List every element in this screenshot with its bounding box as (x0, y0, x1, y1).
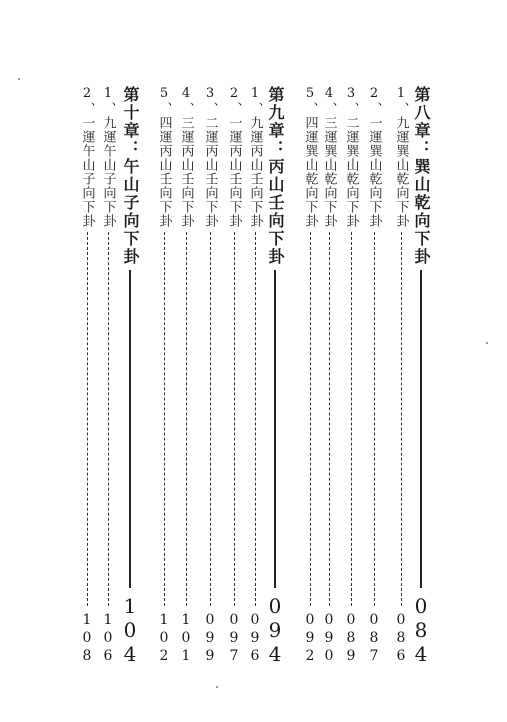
leader-line (351, 232, 352, 606)
entry-title: 2、一運丙山壬向下卦 (226, 86, 242, 228)
page-number: 087 (366, 612, 382, 666)
page-number: 084 (409, 594, 433, 666)
toc-entry-9-1[interactable] (244, 86, 266, 666)
page-number: 099 (202, 612, 218, 666)
leader-line (87, 232, 88, 606)
toc-entry-8-5[interactable] (299, 86, 321, 666)
scan-speck (216, 686, 218, 688)
entry-title: 1、九運巽山乾向下卦 (393, 86, 409, 228)
leader-line (210, 232, 211, 606)
page-number: 097 (226, 612, 242, 666)
entry-title: 2、一運午山子向下卦 (79, 86, 95, 228)
toc-chapter-10[interactable] (117, 86, 143, 666)
toc-entry-8-2[interactable] (363, 86, 385, 666)
page-number: 102 (156, 612, 172, 666)
entry-title: 1、九運丙山壬向下卦 (247, 86, 263, 228)
page-number: 096 (247, 612, 263, 666)
toc-entry-9-3[interactable] (199, 86, 221, 666)
toc-entry-8-3[interactable] (340, 86, 362, 666)
chapter-title: 第八章：巽山乾向下卦 (412, 86, 431, 266)
page-number: 092 (302, 612, 318, 666)
leader-line (186, 232, 187, 606)
entry-title: 4、三運巽山乾向下卦 (321, 86, 337, 228)
entry-title: 4、三運丙山壬向下卦 (178, 86, 194, 228)
leader-line (108, 232, 109, 606)
leader-line (420, 270, 422, 588)
scan-speck (18, 78, 20, 80)
entry-title: 1、九運午山子向下卦 (100, 86, 116, 228)
leader-line (129, 270, 131, 588)
leader-line (164, 232, 165, 606)
leader-line (234, 232, 235, 606)
leader-line (310, 232, 311, 606)
entry-title: 3、二運巽山乾向下卦 (343, 86, 359, 228)
entry-title: 5、四運巽山乾向下卦 (302, 86, 318, 228)
page-number: 106 (100, 612, 116, 666)
toc-entry-9-5[interactable] (153, 86, 175, 666)
page-number: 090 (321, 612, 337, 666)
chapter-title: 第九章：丙山壬向下卦 (266, 86, 285, 266)
scan-speck (486, 342, 488, 344)
toc-entry-8-4[interactable] (318, 86, 340, 666)
toc-entry-9-2[interactable] (223, 86, 245, 666)
chapter-title: 第十章：午山子向下卦 (121, 86, 140, 266)
entry-title: 3、二運丙山壬向下卦 (202, 86, 218, 228)
page-number: 089 (343, 612, 359, 666)
page-number: 108 (79, 612, 95, 666)
toc-entry-10-2[interactable] (76, 86, 98, 666)
page-number: 094 (263, 594, 287, 666)
leader-line (255, 232, 256, 606)
leader-line (374, 232, 375, 606)
toc-entry-8-1[interactable] (390, 86, 412, 666)
leader-line (329, 232, 330, 606)
page-number: 101 (178, 612, 194, 666)
toc-entry-9-4[interactable] (175, 86, 197, 666)
page-number: 086 (393, 612, 409, 666)
leader-line (401, 232, 402, 606)
leader-line (274, 270, 276, 588)
entry-title: 2、一運巽山乾向下卦 (366, 86, 382, 228)
page-number: 104 (118, 594, 142, 666)
entry-title: 5、四運丙山壬向下卦 (156, 86, 172, 228)
toc-entry-10-1[interactable] (97, 86, 119, 666)
